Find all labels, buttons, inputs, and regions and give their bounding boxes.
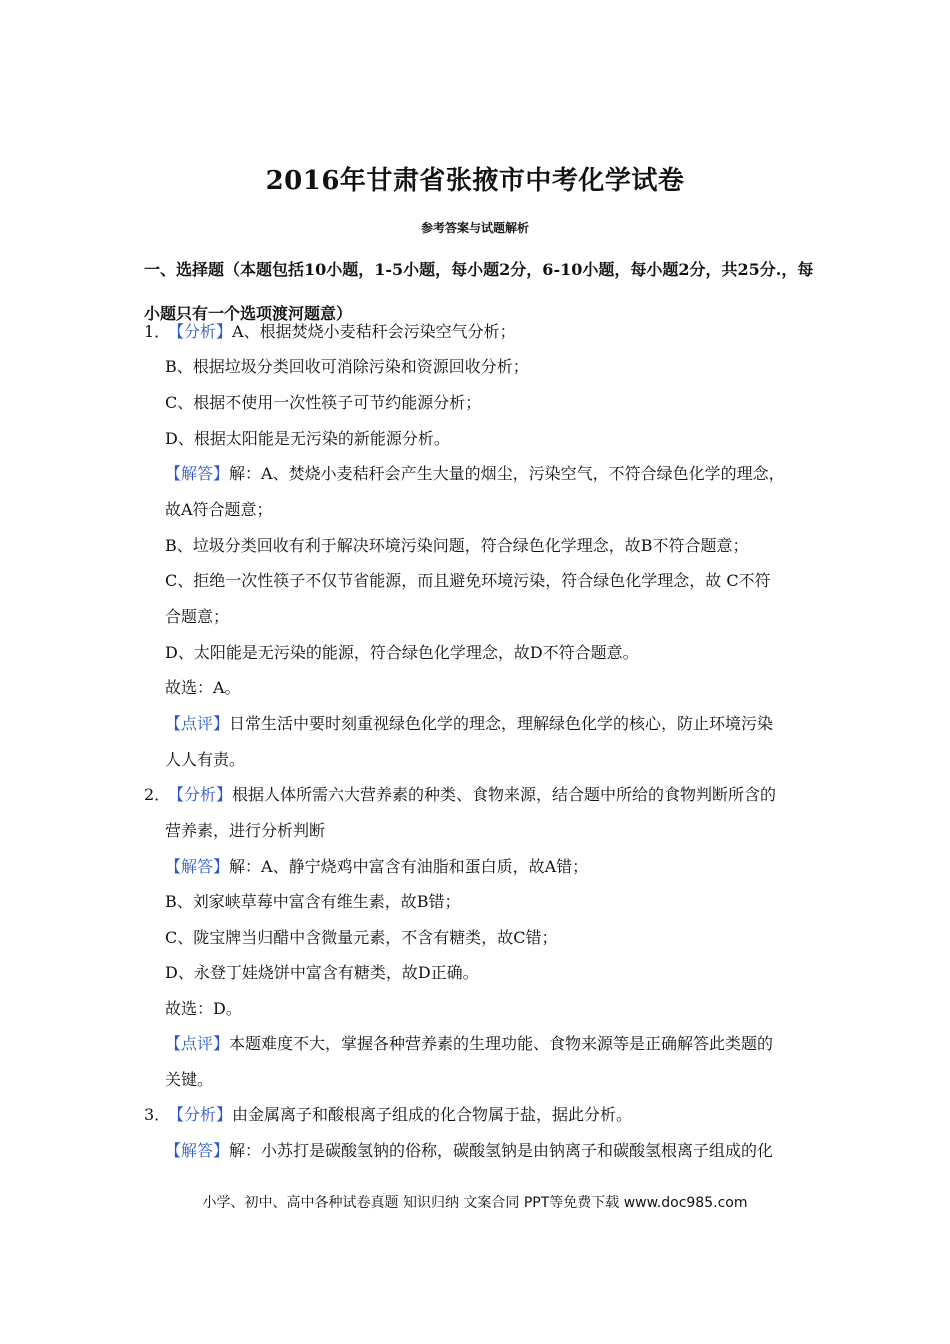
page-title: 2016年甘肃省张掖市中考化学试卷: [265, 166, 685, 196]
q2-answer-b: B、刘家峡草莓中富含有维生素，故B错；: [165, 892, 461, 911]
section-heading: 一、选择题（本题包括10小题，1-5小题，每小题2分，6-10小题，每小题2分，共25分.，每小题只有一个选项渡河题意）: [144, 260, 814, 323]
q1-analysis-line: [144, 322, 516, 342]
q1-comment-line: [165, 714, 773, 734]
question-number: 3．: [144, 1105, 171, 1124]
analysis-tag: 【分析】: [168, 785, 233, 804]
q1-answer-text: 解：A、焚烧小麦秸秆会产生大量的烟尘，污染空气，不符合绿色化学的理念，: [229, 464, 785, 483]
q1-answer-c1: C、拒绝一次性筷子不仅节省能源，而且避免环境污染，符合绿色化学理念，故 C不符: [165, 571, 771, 590]
q1-answer-d: D、太阳能是无污染的能源，符合绿色化学理念，故D不符合题意。: [165, 643, 639, 662]
q2-comment-2: 关键。: [165, 1070, 214, 1089]
q1-answer-line: [165, 464, 785, 484]
analysis-tag: 【分析】: [168, 322, 233, 341]
q2-answer-c: C、陇宝牌当归醋中含微量元素，不含有糖类，故C错；: [165, 928, 558, 947]
q1-analysis-b: B、根据垃圾分类回收可消除污染和资源回收分析；: [165, 357, 529, 376]
q1-comment-text: 日常生活中要时刻重视绿色化学的理念，理解绿色化学的核心，防止环境污染: [229, 714, 774, 733]
answer-tag: 【解答】: [165, 464, 230, 483]
comment-tag: 【点评】: [165, 714, 230, 733]
q2-analysis-text: 根据人体所需六大营养素的种类、食物来源，结合题中所给的食物判断所含的: [232, 785, 777, 804]
question-number: 2．: [144, 785, 171, 804]
q2-answer-line: [165, 857, 588, 877]
q1-choice: 故选：A。: [165, 678, 241, 697]
q2-comment-line: [165, 1034, 773, 1054]
q2-analysis-line: [144, 785, 776, 805]
comment-tag: 【点评】: [165, 1034, 230, 1053]
q3-analysis-text: 由金属离子和酸根离子组成的化合物属于盐，据此分析。: [232, 1105, 633, 1124]
analysis-tag: 【分析】: [168, 1105, 233, 1124]
q1-analysis-d: D、根据太阳能是无污染的新能源分析。: [165, 429, 450, 448]
q2-answer-text: 解：A、静宁烧鸡中富含有油脂和蛋白质，故A错；: [229, 857, 589, 876]
q3-analysis-line: [144, 1105, 632, 1125]
answer-tag: 【解答】: [165, 1141, 230, 1160]
q1-comment-2: 人人有责。: [165, 750, 246, 769]
q1-analysis-text: A、根据焚烧小麦秸秆会污染空气分析；: [232, 322, 516, 341]
q3-answer-text: 解：小苏打是碳酸氢钠的俗称，碳酸氢钠是由钠离子和碳酸氢根离子组成的化: [229, 1141, 774, 1160]
q1-answer-c2: 合题意；: [165, 607, 230, 626]
answer-tag: 【解答】: [165, 857, 230, 876]
question-number: 1．: [144, 322, 171, 341]
q2-comment-text: 本题难度不大，掌握各种营养素的生理功能、食物来源等是正确解答此类题的: [229, 1034, 774, 1053]
q2-choice: 故选：D。: [165, 999, 242, 1018]
q1-answer-2: 故A符合题意；: [165, 500, 273, 519]
q2-answer-d: D、永登丁娃烧饼中富含有糖类，故D正确。: [165, 963, 479, 982]
page-subtitle: 参考答案与试题解析: [420, 221, 529, 235]
q2-analysis-2: 营养素，进行分析判断: [165, 821, 326, 840]
q3-answer-line: [165, 1141, 773, 1161]
q1-analysis-c: C、根据不使用一次性筷子可节约能源分析；: [165, 393, 482, 412]
q1-answer-b: B、垃圾分类回收有利于解决环境污染问题，符合绿色化学理念，故B不符合题意；: [165, 536, 749, 555]
page-footer: 小学、初中、高中各种试卷真题 知识归纳 文案合同 PPT等免费下载 www.doc985.com: [202, 1195, 748, 1211]
